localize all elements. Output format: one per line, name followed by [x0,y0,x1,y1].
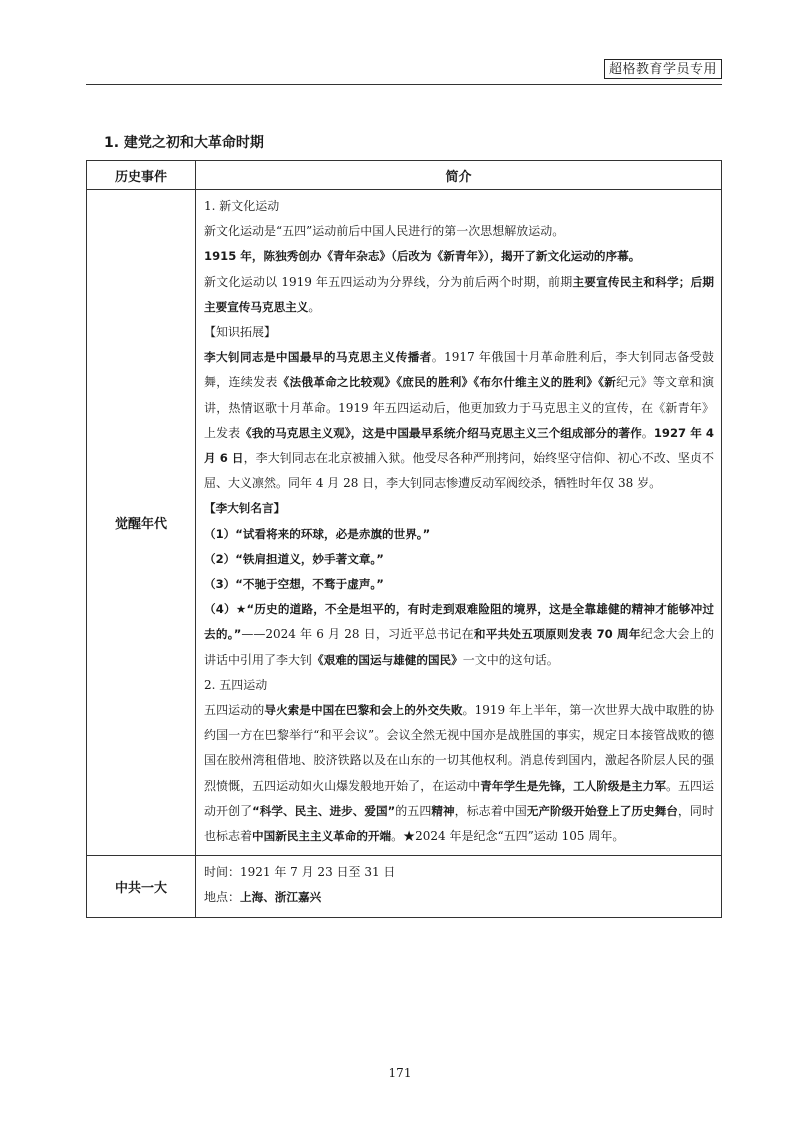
paragraph [204,698,714,849]
text: 。 [641,425,654,440]
subsection-title: 2. 五四运动 [204,677,268,692]
text: 新文化运动以 1919 年五四运动为分界线，分为前后两个时期，前期 [204,274,573,289]
emphasis: “科学、民主、进步、爱国” [252,803,396,818]
expand-title: 【知识拓展】 [204,325,277,340]
text: 地点： [204,890,241,905]
emphasis: 青年学生是先锋，工人阶级是主力军 [480,778,666,793]
quote [204,597,714,673]
paragraph: 新文化运动是“五四”运动前后中国人民进行的第一次思想解放运动。 [204,224,565,239]
paragraph [204,244,714,269]
emphasis: （2）“铁肩担道义，妙手著文章。” [204,551,384,566]
emphasis: （1）“试看将来的环球，必是赤旗的世界。” [204,526,431,541]
quotes-title [204,496,714,521]
text: 一文中的这句话。 [462,652,559,667]
quote [204,522,714,547]
paragraph [204,270,714,320]
brand-label: 超格教育学员专用 [604,59,722,79]
header-summary: 简介 [196,161,722,190]
emphasis: 中国新民主主义革命的开端 [252,829,392,844]
text: ——2024 年 6 月 28 日，习近平总书记在 [241,627,474,642]
page-number: 171 [388,1066,412,1080]
text: ，同时也标志着 [204,803,714,844]
event-summary [196,856,722,917]
emphasis: 主要宣传民主和科学；后期主要宣传马克思主义 [204,274,714,314]
subsection-title: 1. 新文化运动 [204,199,280,213]
event-name: 中共一大 [87,856,196,917]
text: 。 [308,299,321,314]
quote [204,547,714,572]
text: 。★2024 年是纪念“五四”运动 105 周年。 [391,829,625,844]
text: 。1917 年俄国十月革命胜利后，李大钊同志备受鼓舞，连续发表 [204,350,714,390]
event-time: 时间：1921 年 7 月 23 日至 31 日 [204,865,396,880]
emphasis: （4）★“历史的道路，不全是坦平的，有时走到艰难险阻的境界，这是全靠雄健的精神才能够冲过去的。” [204,602,714,642]
text: 。1919 年上半年，第一次世界大战中取胜的协约国一方在巴黎举行“和平会议”。会议全然无视中国亦是战胜国的事实，规定日本接管战败的德国在胶州湾租借地、胶济铁路以及在山东的一切其他权利。消息传到国内，激起各阶层人民的强烈愤慨，五四运动如火山爆发般地开始了，在运动中 [204,703,714,793]
event-name: 觉醒年代 [87,190,196,856]
emphasis: 《艰难的国运与雄健的国民》 [312,652,463,667]
text: 的五四 [395,803,432,818]
table-row [87,190,722,856]
event-place [204,885,714,910]
emphasis: 上海、浙江嘉兴 [240,890,322,905]
text: 纪念大会上的讲话中引用了李大钊 [204,627,714,667]
history-table [86,160,722,918]
emphasis: 李大钊同志是中国最早的马克思主义传播者 [204,350,432,365]
quote [204,572,714,597]
emphasis: 精神 [431,803,455,818]
emphasis: 导火索是中国在巴黎和会上的外交失败 [264,703,463,718]
emphasis: （3）“不驰于空想，不骛于虚声。” [204,577,384,592]
header-event: 历史事件 [87,161,196,190]
table-row [87,856,722,917]
header-rule [86,84,722,85]
text: 纪元》等文章和演讲，热情讴歌十月革命。1919 年五四运动后，他更加致力于马克思主义的宣传，在《新青年》上发表 [204,375,714,440]
text: 。五四运动开创了 [204,778,714,818]
text: 五四运动的 [204,703,265,718]
text: ，标志着中国 [454,803,527,818]
emphasis: 《法俄革命之比较观》《庶民的胜利》《布尔什维主义的胜利》《新 [277,375,617,390]
emphasis: 1927 年 4 月 6 日 [204,425,714,466]
section-title: 1. 建党之初和大革命时期 [104,135,264,151]
emphasis: 无产阶级开始登上了历史舞台 [526,803,678,818]
table-header-row [87,161,722,190]
emphasis: 【李大钊名言】 [204,501,286,516]
emphasis: 和平共处五项原则发表 70 周年 [473,627,641,642]
text: ，李大钊同志在北京被捕入狱。他受尽各种严刑拷问，始终坚守信仰、初心不改、坚贞不屈、大义凛然。同年 4 月 28 日，李大钊同志惨遭反动军阀绞杀，牺牲时年仅 38 岁。 [204,451,715,491]
emphasis: 《我的马克思主义观》，这是中国最早系统介绍马克思主义三个组成部分的著作 [240,425,642,440]
paragraph [204,345,714,496]
emphasis: 1915 年，陈独秀创办《青年杂志》（后改为《新青年》），揭开了新文化运动的序幕。 [204,249,641,264]
event-summary [196,190,722,856]
